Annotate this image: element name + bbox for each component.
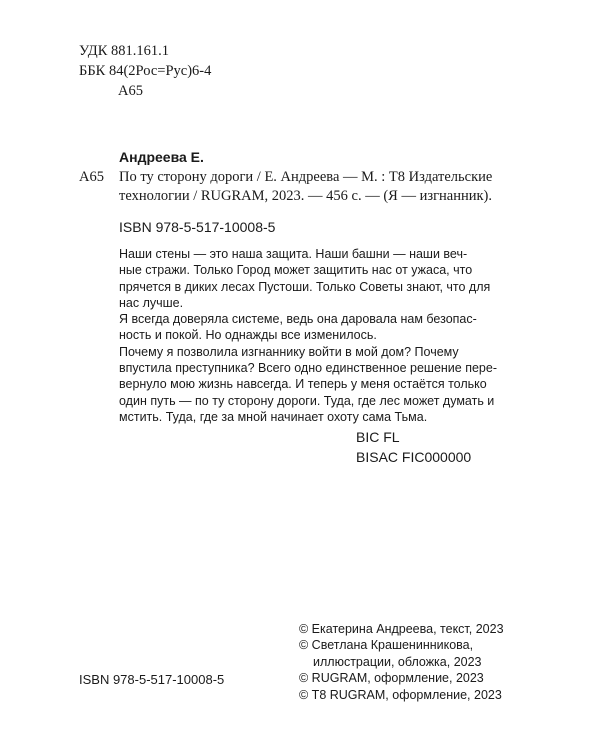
copyright-line: © Т8 RUGRAM, оформление, 2023 bbox=[299, 687, 502, 702]
annotation-line: ность и покой. Но однажды все изменилось. bbox=[119, 328, 377, 343]
annotation-line: вернуло мою жизнь навсегда. И теперь у меня остаётся только bbox=[119, 377, 487, 392]
copyright-line: иллюстрации, обложка, 2023 bbox=[313, 654, 482, 669]
annotation-line: мстить. Туда, где за мной начинает охоту сама Тьма. bbox=[119, 409, 428, 424]
isbn-main: ISBN 978-5-517-10008-5 bbox=[119, 219, 276, 235]
annotation-line: прячется в диких лесах Пустоши. Только Советы знают, что для bbox=[119, 279, 491, 294]
udk-code: УДК 881.161.1 bbox=[79, 43, 169, 59]
annotation-line: ные стражи. Только Город может защитить нас от ужаса, что bbox=[119, 263, 473, 278]
annotation bbox=[119, 246, 514, 425]
cutter-code-top: А65 bbox=[118, 83, 143, 99]
annotation-line: нас лучше. bbox=[119, 295, 184, 310]
annotation-line: Я всегда доверяла системе, ведь она даровала нам безопас- bbox=[119, 312, 477, 327]
annotation-line: впустила преступника? Всего одно единственное решение пере- bbox=[119, 361, 498, 376]
bisac-code: BISAC FIC000000 bbox=[356, 449, 472, 465]
bbk-code: ББК 84(2Рос=Рус)6-4 bbox=[79, 63, 212, 79]
bibliographic-line-2: технологии / RUGRAM, 2023. — 456 с. — (Я — изгнанник). bbox=[119, 188, 492, 204]
bibliographic-line-1: По ту сторону дороги / Е. Андреева — М. : Т8 Издательские bbox=[119, 169, 493, 185]
author-heading: Андреева Е. bbox=[119, 149, 204, 165]
copyright-block bbox=[299, 621, 504, 703]
isbn-footer: ISBN 978-5-517-10008-5 bbox=[79, 672, 225, 687]
annotation-paragraph bbox=[119, 344, 514, 425]
annotation-line: Почему я позволила изгнаннику войти в мой дом? Почему bbox=[119, 344, 459, 359]
copyright-line: © RUGRAM, оформление, 2023 bbox=[299, 671, 484, 686]
annotation-line: один путь — по ту сторону дороги. Туда, где лес может думать и bbox=[119, 393, 495, 408]
copyright-line: © Екатерина Андреева, текст, 2023 bbox=[299, 622, 504, 636]
classification-codes bbox=[356, 427, 471, 467]
annotation-line: Наши стены — это наша защита. Наши башни — наши веч- bbox=[119, 247, 468, 261]
cutter-code-side: А65 bbox=[79, 169, 104, 185]
annotation-paragraph bbox=[119, 246, 514, 311]
annotation-paragraph bbox=[119, 311, 514, 344]
copyright-line: © Светлана Крашенинникова, bbox=[299, 638, 474, 653]
bic-code: BIC FL bbox=[356, 429, 400, 445]
